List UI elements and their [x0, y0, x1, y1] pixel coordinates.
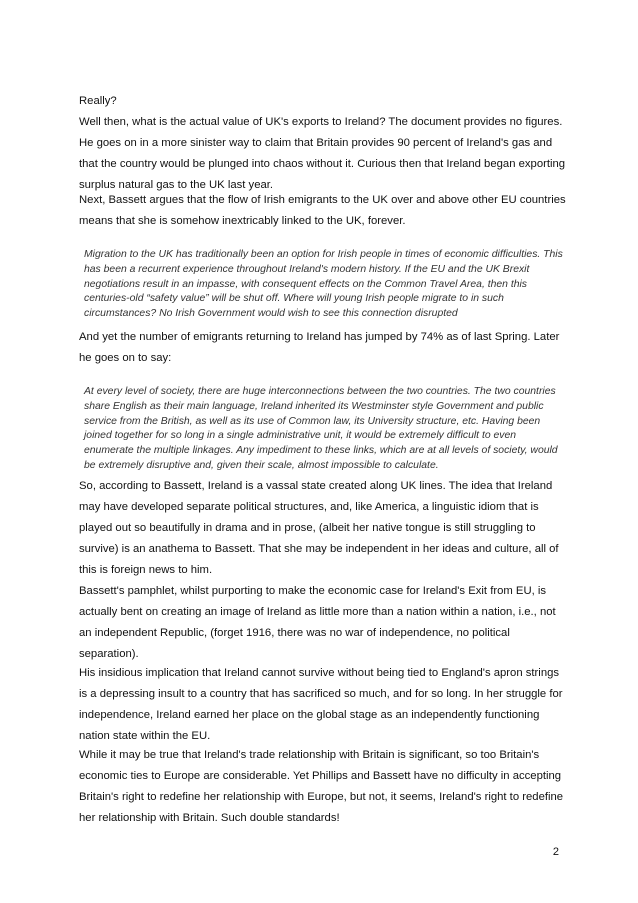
paragraph-irish-emigrants: Next, Bassett argues that the flow of Irish emigrants to the UK over and above other EU countries means that she is somehow inextricably linked to the UK, forever. — [79, 194, 566, 227]
paragraph-vassal-state: So, according to Bassett, Ireland is a vassal state created along UK lines. The idea that Ireland may have developed separate political structures, and, like America, a linguistic idiom that is played out so beautifully in drama and in prose, (albeit her native tongue is still struggling to survive) is an anathema to Bassett. That she may be independent in her ideas and culture, all of this is foreign news to him. — [79, 480, 559, 576]
paragraph-insidious-implication: His insidious implication that Ireland cannot survive without being tied to England's apron strings is a depressing insult to a country that has sacrificed so much, and for so long. In her struggle for independence, Ireland earned her place on the global stage as an independently functioning nation state within the EU. — [79, 667, 563, 742]
page-number: 2 — [552, 846, 559, 858]
block-quote-interconnections: At every level of society, there are huge interconnections between the two countries. The two countries share English as their main language, Ireland inherited its Westminster style Government and public service from the British, as well as its use of Common law, its University structure, etc. Having been joined together for so long in a single administrative unit, it would be extremely difficult to even enumerate the multiple linkages. Any impediment to these links, which are at all levels of society, would be extremely disruptive and, given their scale, almost impossible to calculate. — [84, 386, 558, 471]
block-quote-migration: Migration to the UK has traditionally been an option for Irish people in times of economic difficulties. This has been a recurrent experience throughout Ireland's modern history. If the EU and the UK Brexit negotiations result in an impasse, with consequent effects on the Common Travel Area, then this centuries-old “safety value” will be shut off. Where will young Irish people migrate to in such circumstances? No Irish Government would wish to see this connection disrupted — [84, 249, 563, 320]
paragraph-really: Really? — [79, 95, 117, 107]
paragraph-returning-emigrants: And yet the number of emigrants returning to Ireland has jumped by 74% as of last Spring. Later he goes on to say: — [79, 331, 560, 364]
paragraph-uk-exports: Well then, what is the actual value of UK's exports to Ireland? The document provides no figures. He goes on in a more sinister way to claim that Britain provides 90 percent of Ireland's gas and that the country would be plunged into chaos without it. Curious then that Ireland began exporting surplus natural gas to the UK last year. — [79, 116, 566, 191]
paragraph-pamphlet: Bassett's pamphlet, whilst purporting to make the economic case for Ireland's Exit from EU, is actually bent on creating an image of Ireland as little more than a nation within a nation, i.e., not an independent Republic, (forget 1916, there was no war of independence, no political separation). — [79, 585, 556, 660]
paragraph-double-standards: While it may be true that Ireland's trade relationship with Britain is significant, so too Britain's economic ties to Europe are considerable. Yet Phillips and Bassett have no difficulty in accepting Britain's right to redefine her relationship with Europe, but not, it seems, Ireland's right to redefine her relationship with Britain. Such double standards! — [79, 749, 564, 824]
